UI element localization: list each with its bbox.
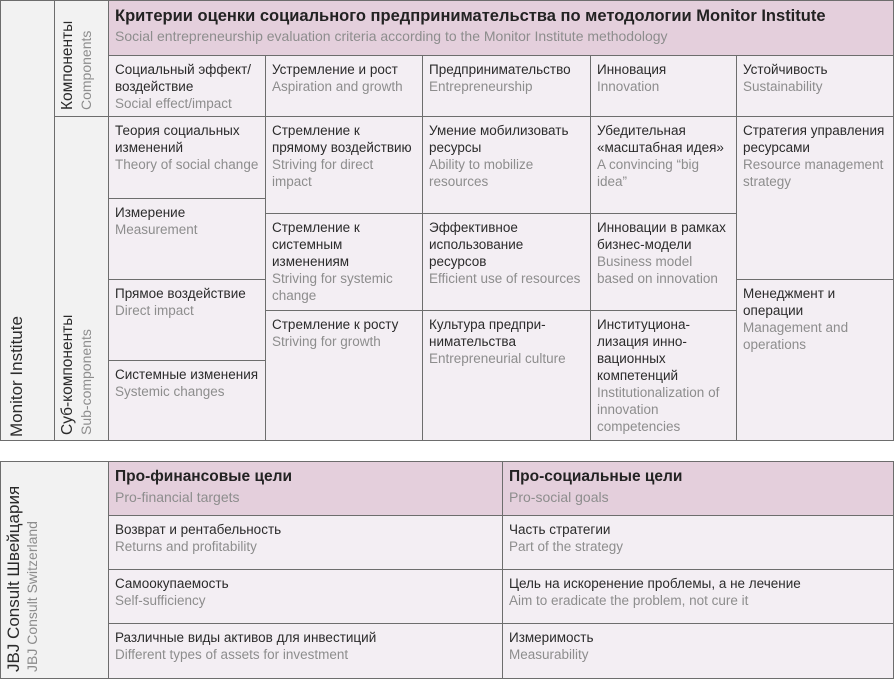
sub-theory-of-change: Теория социальных изменений Theory of social change (108, 116, 266, 199)
jbj-side-label-en: JBJ Consult Switzerland (24, 521, 40, 672)
sub-mobilize-resources: Умение мобилизовать ресурсы Ability to mobilize resources (422, 116, 591, 214)
jbj-header-financial: Про-финансовые цели Pro-financial targets (108, 461, 503, 516)
jbj-row-2-social: Цель на искоренение проблемы, а не лечение Aim to eradicate the problem, not cure it (502, 569, 894, 624)
sub-striving-systemic-change: Стремление к системным изменениям Striving for systemic change (265, 213, 423, 311)
sub-big-idea: Убедительная «масштабная идея» A convincing “big idea” (590, 116, 737, 214)
monitor-title-en: Social entrepreneurship evaluation criteria according to the Monitor Institute methodology (115, 28, 668, 44)
sub-management-operations: Менеджмент и операции Management and operations (736, 279, 894, 441)
jbj-header-social: Про-социальные цели Pro-social goals (502, 461, 894, 516)
component-entrepreneurship: Предпринимательство Entrepreneurship (422, 55, 591, 117)
jbj-row-3-social: Измеримость Measurability (502, 623, 894, 679)
sub-striving-growth: Стремление к росту Striving for growth (265, 310, 423, 441)
jbj-row-3-financial: Различные виды активов для инвестиций Different types of assets for investment (108, 623, 503, 679)
subcomponents-label: Суб-компоненты (59, 314, 76, 435)
monitor-side-label: Monitor Institute (7, 316, 26, 437)
monitor-side-panel (0, 0, 55, 441)
components-label-en: Components (78, 30, 94, 110)
components-label: Компоненты (59, 20, 76, 110)
jbj-row-1-financial: Возврат и рентабельность Returns and profitability (108, 515, 503, 570)
sub-direct-impact: Прямое воздействие Direct impact (108, 279, 266, 361)
sub-institutionalization: Институциона-лизация инно-вационных компетенций Institutionalization of innovation competencies (590, 310, 737, 441)
subcomponents-label-cell (54, 116, 109, 441)
monitor-title-ru: Критерии оценки социального предпринимательства по методологии Monitor Institute (115, 7, 826, 25)
jbj-side-label: JBJ Consult Швейцария (4, 485, 23, 672)
sub-business-model-innovation: Инновации в рамках бизнес-модели Business model based on innovation (590, 213, 737, 311)
monitor-title (108, 0, 894, 56)
sub-resource-strategy: Стратегия управления ресурсами Resource management strategy (736, 116, 894, 280)
components-label-cell (54, 0, 109, 117)
sub-systemic-changes: Системные изменения Systemic changes (108, 360, 266, 441)
sub-entrepreneurial-culture: Культура предпри-нимательства Entrepreneurial culture (422, 310, 591, 441)
component-aspiration: Устремление и рост Aspiration and growth (265, 55, 423, 117)
component-sustainability: Устойчивость Sustainability (736, 55, 894, 117)
sub-measurement: Измерение Measurement (108, 198, 266, 280)
component-social-effect: Социальный эффект/ воздействие Social effect/impact (108, 55, 266, 117)
subcomponents-label-en: Sub-components (78, 329, 94, 435)
sub-striving-direct-impact: Стремление к прямому воздействию Striving for direct impact (265, 116, 423, 214)
component-innovation: Инновация Innovation (590, 55, 737, 117)
jbj-row-1-social: Часть стратегии Part of the strategy (502, 515, 894, 570)
jbj-side-panel (0, 461, 109, 679)
jbj-row-2-financial: Самоокупаемость Self-sufficiency (108, 569, 503, 624)
sub-efficient-resources: Эффективное использование ресурсов Efficient use of resources (422, 213, 591, 311)
